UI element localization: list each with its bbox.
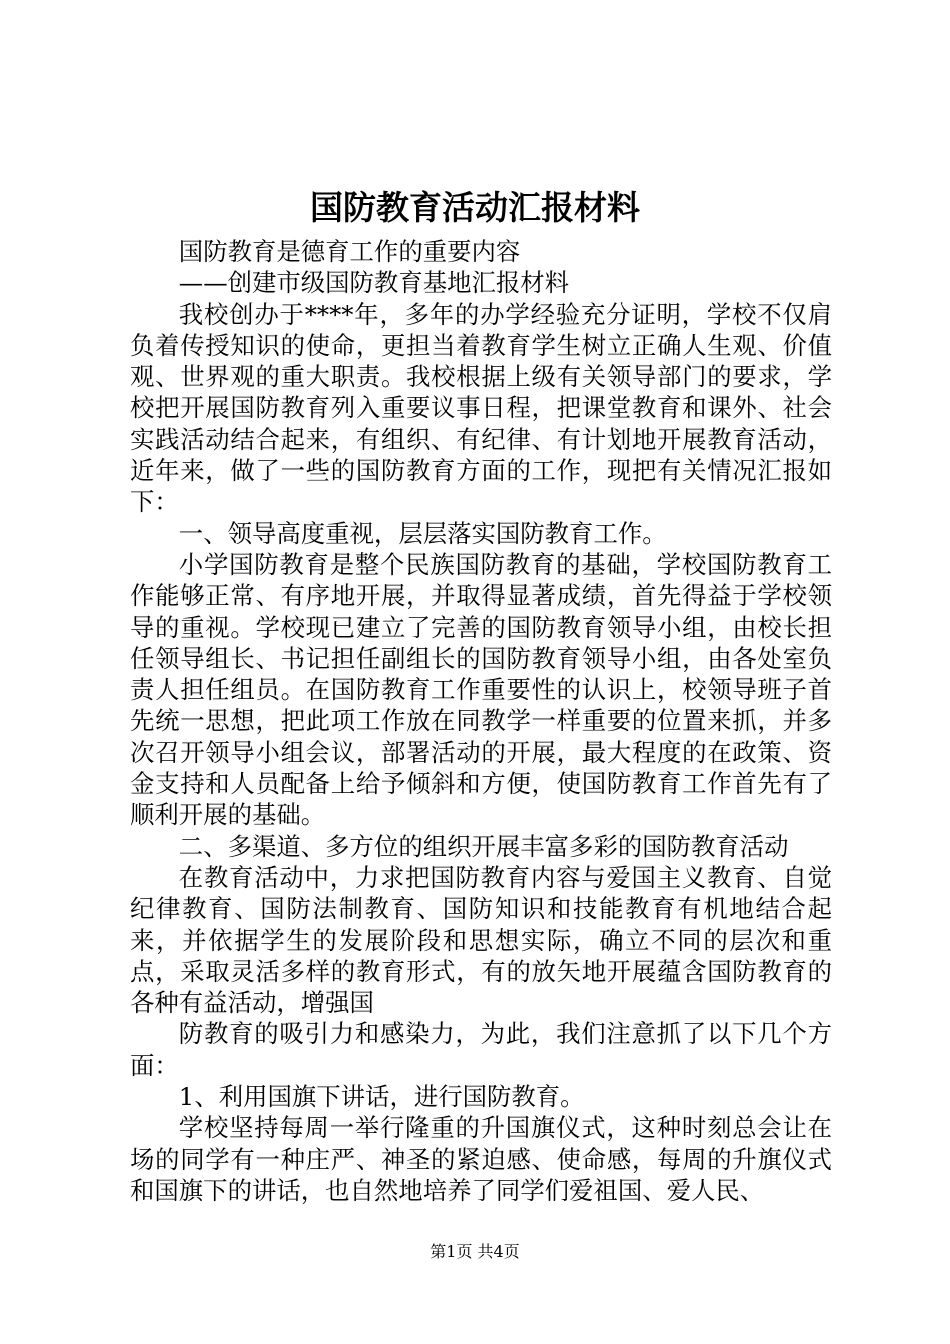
sub-heading-1: 1、利用国旗下讲话，进行国防教育。 [178,1082,585,1112]
paragraph-leadership: 小学国防教育是整个民族国防教育的基础，学校国防教育工作能够正常、有序地开展，并取得显著成绩，首先得益于学校领导的重视。学校现已建立了完善的国防教育领导小组，由校长担任领导组长、书记担任副组长的国防教育领导小组，由各处室负责人担任组员。在国防教育工作重要性的认识上，校领导班子首先统一思想，把此项工作放在同教学一样重要的位置来抓，并多次召开领导小组会议，部署活动的开展，最大程度的在政策、资金支持和人员配备上给予倾斜和方便，使国防教育工作首先有了顺利开展的基础。 [130,549,832,830]
paragraph-subheading: ——创建市级国防教育基地汇报材料 [178,268,570,298]
section-heading-2: 二、多渠道、多方位的组织开展丰富多彩的国防教育活动 [178,831,789,861]
paragraph-activities-continued: 防教育的吸引力和感染力，为此，我们注意抓了以下几个方面： [130,1019,832,1080]
paragraph-flag-ceremony: 学校坚持每周一举行隆重的升国旗仪式，这种时刻总会让在场的同学有一种庄严、神圣的紧迫感、使命感，每周的升旗仪式和国旗下的讲话，也自然地培养了同学们爱祖国、爱人民、 [130,1113,832,1205]
document-body [130,236,832,1206]
document-title: 国防教育活动汇报材料 [310,188,640,227]
paragraph-intro: 我校创办于****年，多年的办学经验充分证明，学校不仅肩负着传授知识的使命，更担当着教育学生树立正确人生观、价值观、世界观的重大职责。我校根据上级有关领导部门的要求，学校把开展国防教育列入重要议事日程，把课堂教育和课外、社会实践活动结合起来，有组织、有纪律、有计划地开展教育活动，近年来，做了一些的国防教育方面的工作，现把有关情况汇报如下： [130,299,832,517]
paragraph-subtitle: 国防教育是德育工作的重要内容 [178,237,521,266]
paragraph-activities: 在教育活动中，力求把国防教育内容与爱国主义教育、自觉纪律教育、国防法制教育、国防知识和技能教育有机地结合起来，并依据学生的发展阶段和思想实际，确立不同的层次和重点，采取灵活多样的教育形式，有的放矢地开展蕴含国防教育的各种有益活动，增强国 [130,862,832,1018]
section-heading-1: 一、领导高度重视，层层落实国防教育工作。 [178,518,667,548]
page-number-footer: 第1页 共4页 [430,1242,520,1261]
